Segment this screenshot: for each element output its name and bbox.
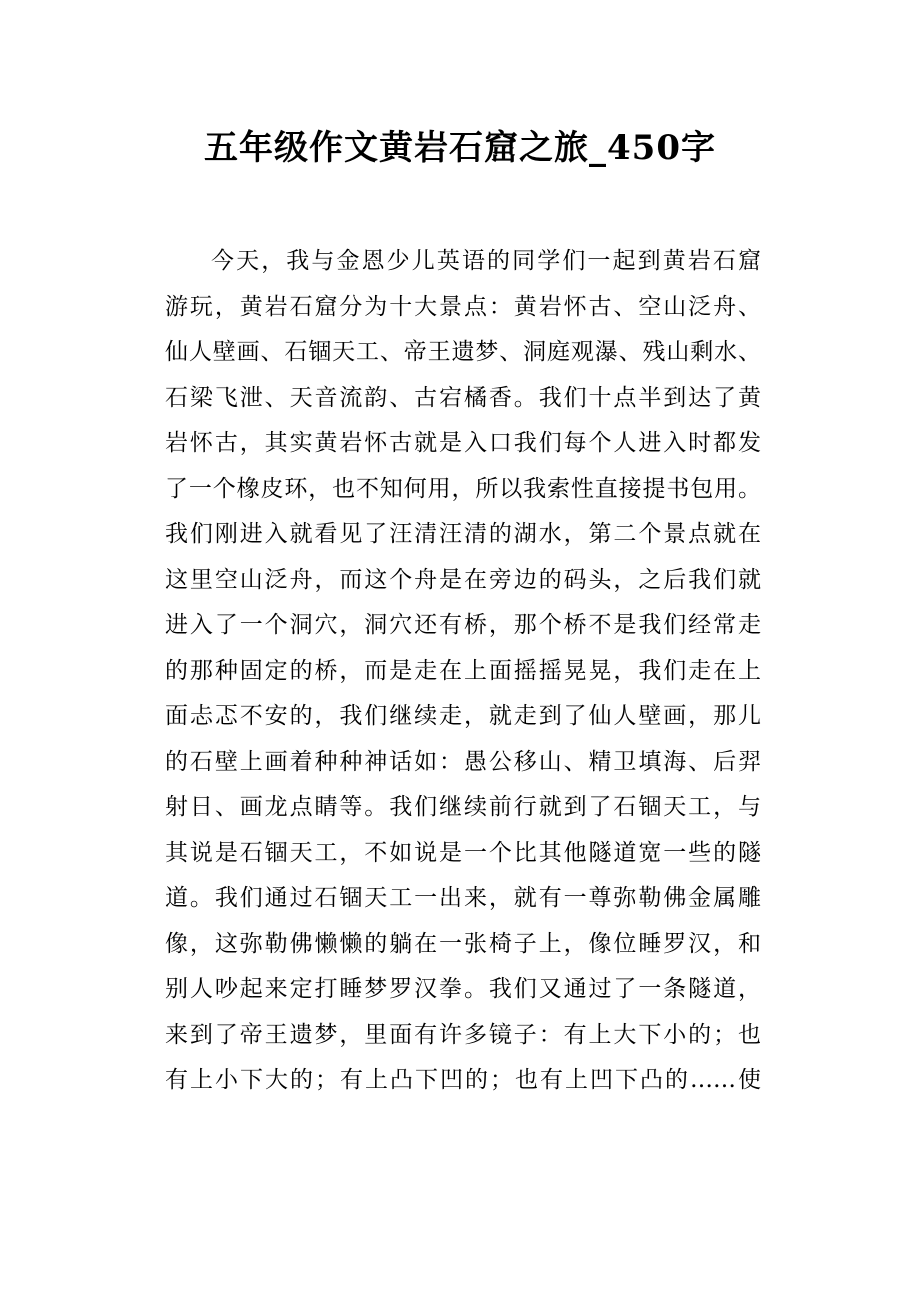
paragraph-line: 游玩，黄岩石窟分为十大景点：黄岩怀古、空山泛舟、 — [165, 293, 761, 320]
paragraph-line: 其说是石锢天工，不如说是一个比其他隧道宽一些的隧 — [165, 839, 761, 866]
paragraph-line: 面忐忑不安的，我们继续走，就走到了仙人壁画，那儿 — [165, 703, 761, 729]
paragraph-line: 这里空山泛舟，而这个舟是在旁边的码头，之后我们就 — [165, 566, 761, 593]
paragraph-line: 仙人壁画、石锢天工、帝王遗梦、洞庭观瀑、残山剩水、 — [165, 339, 761, 365]
paragraph-line: 有上小下大的；有上凸下凹的；也有上凹下凸的……使 — [165, 1067, 761, 1093]
paragraph-line: 石梁飞泄、天音流韵、古宕橘香。我们十点半到达了黄 — [165, 384, 761, 411]
document-body — [165, 239, 761, 1104]
paragraph-line: 我们刚进入就看见了汪清汪清的湖水，第二个景点就在 — [165, 521, 761, 547]
paragraph-line: 道。我们通过石锢天工一出来，就有一尊弥勒佛金属雕 — [165, 885, 761, 911]
paragraph-line: 进入了一个洞穴，洞穴还有桥，那个桥不是我们经常走 — [165, 612, 761, 638]
paragraph-line: 来到了帝王遗梦，里面有许多镜子：有上大下小的；也 — [165, 1021, 761, 1048]
paragraph-line: 岩怀古，其实黄岩怀古就是入口我们每个人进入时都发 — [165, 430, 761, 456]
paragraph-line: 的石壁上画着种种神话如：愚公移山、精卫填海、后羿 — [165, 748, 761, 775]
paragraph-line: 了一个橡皮环，也不知何用，所以我索性直接提书包用。 — [165, 475, 761, 502]
paragraph-line: 的那种固定的桥，而是走在上面摇摇晃晃，我们走在上 — [165, 657, 761, 684]
paragraph-line: 像，这弥勒佛懒懒的躺在一张椅子上，像位睡罗汉，和 — [165, 930, 761, 957]
paragraph-line: 今天，我与金恩少儿英语的同学们一起到黄岩石窟 — [211, 248, 761, 274]
paragraph-line: 射日、画龙点睛等。我们继续前行就到了石锢天工，与 — [165, 794, 761, 820]
document-title: 五年级作文黄岩石窟之旅_450字 — [204, 128, 716, 168]
paragraph-line: 别人吵起来定打睡梦罗汉拳。我们又通过了一条隧道， — [165, 976, 761, 1002]
